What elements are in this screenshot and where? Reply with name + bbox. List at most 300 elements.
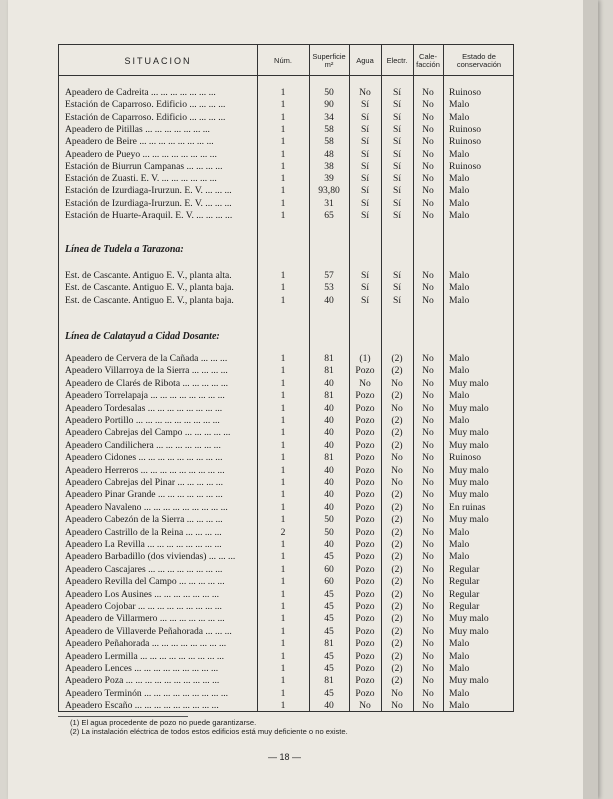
- cell-num: 1: [280, 452, 286, 464]
- cell-num: 1: [280, 514, 286, 526]
- cell-calefaccion: No: [422, 111, 434, 123]
- data-table: [58, 44, 514, 712]
- cell-situacion: Apeadero Cabrejas del Campo ... ... ... ... ...: [65, 427, 231, 439]
- cell-num: 1: [280, 551, 286, 563]
- cell-agua: Sí: [360, 136, 369, 148]
- cell-estado: Muy malo: [449, 464, 489, 476]
- cell-superficie: 40: [324, 539, 334, 550]
- cell-calefaccion: No: [422, 353, 434, 364]
- cell-calefaccion: No: [422, 270, 434, 281]
- table-row: [59, 112, 515, 124]
- cell-agua: Pozo: [355, 675, 375, 687]
- table-row: [59, 353, 515, 365]
- cell-agua: Pozo: [355, 501, 375, 513]
- header-agua: Agua: [356, 56, 374, 65]
- cell-situacion: Apeadero Peñahorada ... ... ... ... ... ... ... ...: [65, 638, 227, 650]
- cell-electr: Sí: [392, 294, 401, 306]
- cell-situacion: Apeadero Terminón ... ... ... ... ... ... ... ... ...: [65, 687, 229, 699]
- cell-situacion: Apeadero Cascajares ... ... ... ... ... ... ... ...: [65, 563, 223, 575]
- cell-electr: No: [391, 687, 403, 699]
- cell-superficie: 50: [324, 514, 334, 526]
- cell-agua: Pozo: [355, 625, 375, 637]
- cell-calefaccion: No: [422, 415, 434, 426]
- cell-agua: Pozo: [355, 464, 375, 476]
- table-row: [59, 136, 515, 148]
- cell-estado: Malo: [449, 390, 470, 402]
- cell-num: 1: [280, 663, 286, 674]
- cell-estado: Malo: [449, 111, 470, 123]
- cell-calefaccion: No: [422, 477, 434, 488]
- cell-calefaccion: No: [422, 601, 434, 612]
- cell-superficie: 60: [324, 563, 334, 575]
- cell-agua: Pozo: [355, 613, 375, 625]
- cell-situacion: Apeadero Los Ausines ... ... ... ... ... ... ...: [65, 588, 220, 600]
- cell-superficie: 45: [324, 601, 334, 612]
- cell-agua: Pozo: [355, 687, 375, 699]
- table-row: [59, 688, 515, 700]
- cell-agua: Sí: [360, 185, 369, 197]
- cell-electr: No: [391, 377, 403, 389]
- cell-estado: Ruinoso: [449, 452, 481, 464]
- cell-estado: Muy malo: [449, 402, 489, 414]
- cell-num: 1: [280, 282, 286, 294]
- header-superficie: Superficie m²: [312, 52, 346, 69]
- cell-estado: Muy malo: [449, 377, 489, 389]
- cell-estado: Malo: [449, 415, 470, 426]
- cell-electr: (2): [391, 563, 403, 575]
- cell-estado: Malo: [449, 173, 470, 185]
- cell-electr: (2): [391, 365, 403, 377]
- cell-superficie: 39: [324, 173, 334, 185]
- cell-situacion: Apeadero de Cadreita ... ... ... ... ... ... ...: [65, 87, 216, 98]
- cell-agua: Sí: [360, 160, 369, 172]
- cell-electr: (2): [391, 390, 403, 402]
- cell-situacion: Apeadero de Villarmero ... ... ... ... ... ... ...: [65, 613, 225, 625]
- cell-superficie: 81: [324, 365, 334, 377]
- cell-superficie: 40: [324, 501, 334, 513]
- cell-num: 1: [280, 700, 286, 712]
- cell-estado: Muy malo: [449, 489, 489, 501]
- cell-estado: Malo: [449, 270, 470, 281]
- cell-electr: (2): [391, 353, 403, 364]
- cell-electr: Sí: [392, 270, 401, 281]
- cell-num: 2: [280, 526, 286, 538]
- cell-estado: En ruinas: [449, 501, 486, 513]
- table-row: [59, 415, 515, 427]
- cell-electr: (2): [391, 650, 403, 662]
- cell-agua: Sí: [360, 99, 369, 111]
- cell-agua: Pozo: [355, 650, 375, 662]
- cell-calefaccion: No: [422, 123, 434, 135]
- cell-estado: Ruinoso: [449, 123, 481, 135]
- cell-electr: (2): [391, 427, 403, 439]
- cell-superficie: 48: [324, 148, 334, 160]
- cell-agua: Sí: [360, 282, 369, 294]
- cell-num: 1: [280, 210, 286, 221]
- cell-num: 1: [280, 588, 286, 600]
- cell-electr: (2): [391, 489, 403, 501]
- cell-agua: Pozo: [355, 402, 375, 414]
- cell-num: 1: [280, 365, 286, 377]
- cell-situacion: Apeadero Cidones ... ... ... ... ... ... ... ... ...: [65, 452, 223, 464]
- table-row: [59, 173, 515, 185]
- cell-num: 1: [280, 197, 286, 209]
- cell-electr: (2): [391, 613, 403, 625]
- cell-situacion: Est. de Cascante. Antiguo E. V., planta baja.: [65, 294, 234, 306]
- cell-superficie: 60: [324, 576, 334, 588]
- cell-electr: Sí: [392, 173, 401, 185]
- cell-calefaccion: No: [422, 390, 434, 402]
- cell-agua: Sí: [360, 197, 369, 209]
- header-electr: Electr.: [386, 56, 408, 65]
- cell-agua: Sí: [360, 111, 369, 123]
- cell-superficie: 40: [324, 377, 334, 389]
- cell-situacion: Apeadero Torrelapaja ... ... ... ... ... ... ... ...: [65, 390, 225, 402]
- cell-electr: (2): [391, 601, 403, 612]
- cell-superficie: 40: [324, 700, 334, 712]
- cell-num: 1: [280, 675, 286, 687]
- cell-electr: No: [391, 402, 403, 414]
- page-edge: [583, 0, 598, 799]
- cell-superficie: 50: [324, 87, 334, 98]
- cell-estado: Malo: [449, 185, 470, 197]
- table-row: [59, 613, 515, 625]
- cell-superficie: 45: [324, 588, 334, 600]
- cell-estado: Malo: [449, 294, 470, 306]
- cell-estado: Muy malo: [449, 675, 489, 687]
- cell-calefaccion: No: [422, 160, 434, 172]
- table-row: [59, 564, 515, 576]
- table-row: [59, 440, 515, 452]
- cell-situacion: Apeadero Revilla del Campo ... ... ... ... ...: [65, 576, 225, 588]
- table-row: [59, 489, 515, 501]
- cell-situacion: Apeadero Lermilla ... ... ... ... ... ... ... ... ...: [65, 650, 225, 662]
- cell-superficie: 34: [324, 111, 334, 123]
- cell-superficie: 40: [324, 477, 334, 488]
- cell-situacion: Est. de Cascante. Antiguo E. V., planta alta.: [65, 270, 232, 281]
- cell-num: 1: [280, 377, 286, 389]
- table-row: [59, 601, 515, 613]
- cell-situacion: Est. de Cascante. Antiguo E. V., planta baja.: [65, 282, 234, 294]
- cell-num: 1: [280, 99, 286, 111]
- cell-estado: Muy malo: [449, 514, 489, 526]
- cell-superficie: 45: [324, 650, 334, 662]
- cell-estado: Malo: [449, 663, 470, 674]
- cell-agua: Sí: [360, 210, 369, 221]
- cell-agua: Pozo: [355, 526, 375, 538]
- table-row: [59, 427, 515, 439]
- cell-num: 1: [280, 539, 286, 550]
- cell-calefaccion: No: [422, 501, 434, 513]
- cell-agua: Pozo: [355, 576, 375, 588]
- cell-agua: Pozo: [355, 663, 375, 674]
- cell-superficie: 40: [324, 427, 334, 439]
- cell-situacion: Apeadero de Beire ... ... ... ... ... ... ... ...: [65, 136, 214, 148]
- cell-electr: Sí: [392, 148, 401, 160]
- cell-estado: Malo: [449, 650, 470, 662]
- cell-num: 1: [280, 294, 286, 306]
- cell-estado: Muy malo: [449, 439, 489, 451]
- cell-estado: Muy malo: [449, 613, 489, 625]
- cell-situacion: Estación de Izurdiaga-Irurzun. E. V. ... ... ...: [65, 197, 232, 209]
- cell-agua: Pozo: [355, 588, 375, 600]
- cell-situacion: Apeadero Navaleno ... ... ... ... ... ... ... ... ...: [65, 501, 228, 513]
- table-row: [59, 270, 515, 282]
- cell-situacion: Apeadero de Clarés de Ribota ... ... ... ... ...: [65, 377, 229, 389]
- cell-superficie: 45: [324, 687, 334, 699]
- cell-superficie: 31: [324, 197, 334, 209]
- cell-agua: Sí: [360, 270, 369, 281]
- cell-electr: Sí: [392, 87, 401, 98]
- cell-electr: No: [391, 477, 403, 488]
- cell-electr: No: [391, 464, 403, 476]
- cell-electr: (2): [391, 415, 403, 426]
- cell-calefaccion: No: [422, 377, 434, 389]
- cell-superficie: 58: [324, 123, 334, 135]
- cell-estado: Malo: [449, 99, 470, 111]
- cell-electr: (2): [391, 514, 403, 526]
- cell-superficie: 45: [324, 625, 334, 637]
- cell-electr: (2): [391, 501, 403, 513]
- header-rule: [59, 75, 513, 76]
- table-row: [59, 198, 515, 210]
- cell-estado: Regular: [449, 576, 480, 588]
- cell-superficie: 40: [324, 402, 334, 414]
- table-row: [59, 282, 515, 294]
- cell-calefaccion: No: [422, 613, 434, 625]
- cell-estado: Malo: [449, 197, 470, 209]
- cell-calefaccion: No: [422, 576, 434, 588]
- cell-situacion: Apeadero de Pueyo ... ... ... ... ... ... ... ...: [65, 148, 217, 160]
- table-row: [59, 551, 515, 563]
- table-row: [59, 477, 515, 489]
- cell-superficie: 93,80: [318, 185, 340, 197]
- cell-estado: Malo: [449, 700, 470, 712]
- cell-calefaccion: No: [422, 625, 434, 637]
- cell-estado: Malo: [449, 687, 470, 699]
- cell-calefaccion: No: [422, 700, 434, 712]
- page-number: — 18 —: [268, 752, 302, 762]
- cell-agua: Pozo: [355, 390, 375, 402]
- cell-num: 1: [280, 638, 286, 650]
- cell-electr: Sí: [392, 99, 401, 111]
- table-row: [59, 403, 515, 415]
- cell-num: 1: [280, 427, 286, 439]
- cell-calefaccion: No: [422, 87, 434, 98]
- cell-agua: Pozo: [355, 427, 375, 439]
- cell-calefaccion: No: [422, 514, 434, 526]
- cell-estado: Regular: [449, 588, 480, 600]
- cell-num: 1: [280, 111, 286, 123]
- cell-calefaccion: No: [422, 427, 434, 439]
- cell-agua: Sí: [360, 294, 369, 306]
- cell-superficie: 45: [324, 551, 334, 563]
- cell-calefaccion: No: [422, 173, 434, 185]
- cell-situacion: Apeadero Tordesalas ... ... ... ... ... ... ... ...: [65, 402, 223, 414]
- cell-agua: No: [359, 700, 371, 712]
- cell-electr: (2): [391, 625, 403, 637]
- cell-situacion: Apeadero Castrillo de la Reina ... ... ... ...: [65, 526, 222, 538]
- cell-electr: (2): [391, 663, 403, 674]
- cell-num: 1: [280, 601, 286, 612]
- cell-situacion: Estación de Caparroso. Edificio ... ... ... ...: [65, 111, 226, 123]
- cell-superficie: 38: [324, 160, 334, 172]
- cell-situacion: Apeadero Barbadillo (dos viviendas) ... ... ...: [65, 551, 236, 563]
- cell-num: 1: [280, 402, 286, 414]
- cell-agua: Sí: [360, 148, 369, 160]
- cell-num: 1: [280, 185, 286, 197]
- cell-num: 1: [280, 477, 286, 488]
- cell-superficie: 40: [324, 464, 334, 476]
- table-row: [59, 99, 515, 111]
- cell-superficie: 81: [324, 638, 334, 650]
- cell-superficie: 53: [324, 282, 334, 294]
- header-situacion: SITUACION: [124, 56, 192, 66]
- cell-calefaccion: No: [422, 99, 434, 111]
- cell-calefaccion: No: [422, 210, 434, 221]
- cell-electr: (2): [391, 576, 403, 588]
- cell-situacion: Apeadero de Cervera de la Cañada ... ... ...: [65, 353, 228, 364]
- cell-calefaccion: No: [422, 563, 434, 575]
- cell-agua: Pozo: [355, 477, 375, 488]
- cell-electr: (2): [391, 539, 403, 550]
- cell-num: 1: [280, 415, 286, 426]
- table-row: [59, 539, 515, 551]
- cell-calefaccion: No: [422, 526, 434, 538]
- cell-situacion: Apeadero Portillo ... ... ... ... ... ... ... ... ...: [65, 415, 220, 426]
- cell-situacion: Apeadero Escaño ... ... ... ... ... ... ... ... ...: [65, 700, 219, 712]
- cell-superficie: 65: [324, 210, 334, 221]
- cell-estado: Malo: [449, 210, 470, 221]
- cell-num: 1: [280, 489, 286, 501]
- cell-electr: (2): [391, 638, 403, 650]
- cell-calefaccion: No: [422, 489, 434, 501]
- table-row: [59, 502, 515, 514]
- cell-electr: Sí: [392, 282, 401, 294]
- cell-agua: Pozo: [355, 489, 375, 501]
- cell-agua: Pozo: [355, 365, 375, 377]
- cell-num: 1: [280, 270, 286, 281]
- cell-situacion: Apeadero Cojobar ... ... ... ... ... ... ... ... ...: [65, 601, 222, 612]
- table-row: [59, 185, 515, 197]
- cell-superficie: 81: [324, 452, 334, 464]
- cell-agua: Pozo: [355, 439, 375, 451]
- cell-agua: Pozo: [355, 601, 375, 612]
- footnote-rule: [58, 716, 188, 717]
- cell-estado: Malo: [449, 148, 470, 160]
- cell-electr: (2): [391, 551, 403, 563]
- table-row: [59, 452, 515, 464]
- cell-calefaccion: No: [422, 588, 434, 600]
- table-row: [59, 663, 515, 675]
- cell-electr: (2): [391, 675, 403, 687]
- table-row: [59, 651, 515, 663]
- cell-situacion: Apeadero Candilichera ... ... ... ... ... ... ...: [65, 439, 221, 451]
- cell-estado: Malo: [449, 539, 470, 550]
- cell-agua: Pozo: [355, 514, 375, 526]
- table-row: [59, 124, 515, 136]
- cell-superficie: 40: [324, 294, 334, 306]
- footnote-2: (2) La instalación eléctrica de todos estos edificios está muy deficiente o no existe.: [70, 727, 348, 736]
- cell-estado: Malo: [449, 526, 470, 538]
- cell-agua: (1): [359, 353, 371, 364]
- cell-num: 1: [280, 613, 286, 625]
- table-row: [59, 390, 515, 402]
- table-row: [59, 210, 515, 222]
- cell-estado: Malo: [449, 551, 470, 563]
- table-row: [59, 378, 515, 390]
- cell-num: 1: [280, 173, 286, 185]
- cell-estado: Muy malo: [449, 427, 489, 439]
- cell-num: 1: [280, 687, 286, 699]
- cell-situacion: Apeadero La Revilla ... ... ... ... ... ... ... ...: [65, 539, 222, 550]
- cell-agua: Sí: [360, 123, 369, 135]
- table-row: [59, 576, 515, 588]
- cell-calefaccion: No: [422, 365, 434, 377]
- section-title: Línea de Calatayud a Cidad Dosante:: [65, 331, 220, 342]
- cell-calefaccion: No: [422, 638, 434, 650]
- cell-estado: Muy malo: [449, 625, 489, 637]
- cell-agua: No: [359, 377, 371, 389]
- cell-estado: Ruinoso: [449, 87, 481, 98]
- cell-calefaccion: No: [422, 136, 434, 148]
- cell-agua: Pozo: [355, 563, 375, 575]
- table-row: [59, 161, 515, 173]
- cell-superficie: 90: [324, 99, 334, 111]
- cell-superficie: 45: [324, 613, 334, 625]
- table-row: [59, 638, 515, 650]
- cell-agua: Pozo: [355, 638, 375, 650]
- cell-num: 1: [280, 576, 286, 588]
- cell-superficie: 57: [324, 270, 334, 281]
- cell-situacion: Apeadero Pinar Grande ... ... ... ... ... ... ...: [65, 489, 223, 501]
- cell-electr: (2): [391, 439, 403, 451]
- table-row: [59, 295, 515, 307]
- cell-situacion: Apeadero de Pitillas ... ... ... ... ... ... ...: [65, 123, 210, 135]
- cell-calefaccion: No: [422, 402, 434, 414]
- footnote-1: (1) El agua procedente de pozo no puede garantizarse.: [70, 718, 257, 727]
- cell-agua: Pozo: [355, 551, 375, 563]
- cell-electr: Sí: [392, 160, 401, 172]
- cell-estado: Regular: [449, 601, 480, 612]
- cell-num: 1: [280, 160, 286, 172]
- table-row: [59, 700, 515, 712]
- cell-calefaccion: No: [422, 185, 434, 197]
- cell-situacion: Apeadero Cabrejas del Pinar ... ... ... ... ...: [65, 477, 223, 488]
- cell-calefaccion: No: [422, 650, 434, 662]
- table-row: [59, 465, 515, 477]
- cell-estado: Malo: [449, 353, 470, 364]
- cell-num: 1: [280, 563, 286, 575]
- header-calefaccion: Cale- facción: [416, 52, 440, 69]
- cell-num: 1: [280, 136, 286, 148]
- cell-situacion: Apeadero Cabezón de la Sierra ... ... ... ...: [65, 514, 223, 526]
- cell-electr: Sí: [392, 136, 401, 148]
- cell-situacion: Estación de Caparroso. Edificio ... ... ... ...: [65, 99, 226, 111]
- cell-num: 1: [280, 390, 286, 402]
- cell-situacion: Apeadero Lences ... ... ... ... ... ... ... ... ...: [65, 663, 219, 674]
- cell-num: 1: [280, 123, 286, 135]
- cell-num: 1: [280, 650, 286, 662]
- cell-superficie: 50: [324, 526, 334, 538]
- cell-superficie: 45: [324, 663, 334, 674]
- cell-num: 1: [280, 87, 286, 98]
- table-row: [59, 365, 515, 377]
- cell-situacion: Apeadero Herreros ... ... ... ... ... ... ... ... ...: [65, 464, 225, 476]
- cell-num: 1: [280, 625, 286, 637]
- cell-num: 1: [280, 464, 286, 476]
- table-row: [59, 626, 515, 638]
